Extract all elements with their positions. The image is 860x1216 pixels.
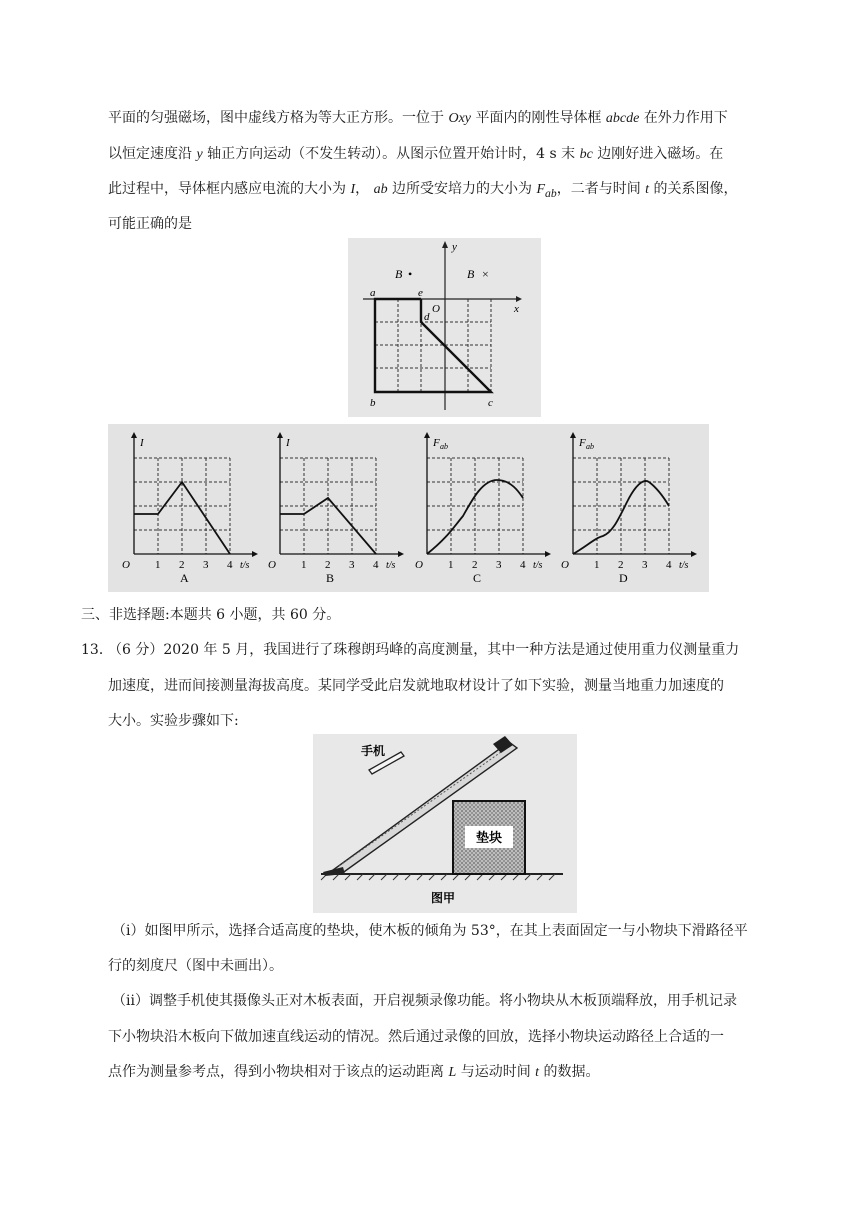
field-in-cross-icon: × bbox=[482, 267, 489, 281]
text-run: 以恒定速度沿 bbox=[108, 146, 197, 162]
tick-label: 2 bbox=[325, 559, 331, 571]
text-run: 边刚好进入磁场。在 bbox=[592, 146, 724, 162]
text-run-italic: y bbox=[196, 147, 203, 162]
origin-label: O bbox=[561, 559, 569, 571]
text-run-italic: I bbox=[350, 182, 356, 197]
block-label: 垫块 bbox=[475, 830, 503, 845]
option-letter: C bbox=[473, 571, 482, 585]
label-b-left: B bbox=[395, 267, 403, 281]
q13-step1-line-2: 行的刻度尺（图中未画出）。 bbox=[108, 958, 283, 974]
label-e: e bbox=[418, 287, 423, 299]
graph-curve bbox=[427, 480, 523, 554]
label-a: a bbox=[370, 287, 376, 299]
q13-step2-line-3 bbox=[108, 1062, 600, 1083]
axis-arrow-icon bbox=[545, 551, 551, 557]
text-run-italic: ab bbox=[373, 182, 388, 197]
q13-step2-line-2: 下小物块沿木板向下做加速直线运动的情况。然后通过录像的回放，选择小物块运动路径上合适的一 bbox=[108, 1029, 724, 1045]
x-axis-label: t/s bbox=[240, 560, 250, 571]
option-graphs-strip bbox=[108, 424, 709, 592]
tick-label: 3 bbox=[496, 559, 502, 571]
text-run: 的数据。 bbox=[539, 1064, 600, 1080]
incline-experiment-figure bbox=[313, 734, 577, 913]
x-axis-label: t/s bbox=[386, 560, 396, 571]
axis-arrow-icon bbox=[570, 432, 576, 438]
tick-label: 1 bbox=[448, 559, 454, 571]
q13-line-2: 加速度，进而间接测量海拔高度。某同学受此启发就地取材设计了如下实验，测量当地重力加速度的 bbox=[108, 678, 724, 694]
q12-line-1 bbox=[108, 108, 728, 129]
label-c: c bbox=[488, 397, 493, 409]
tick-label: 3 bbox=[642, 559, 648, 571]
text-run-italic: F bbox=[536, 182, 546, 197]
tick-label: 1 bbox=[155, 559, 161, 571]
text-run-italic: t bbox=[645, 182, 650, 197]
q13-line-1: （6 分）2020 年 5 月，我国进行了珠穆朗玛峰的高度测量，其中一种方法是通过使用重力仪测量重力 bbox=[108, 642, 740, 658]
text-run-italic: t bbox=[535, 1065, 540, 1080]
tick-label: 4 bbox=[373, 559, 379, 571]
text-run: ， bbox=[355, 181, 374, 197]
q12-line-4: 可能正确的是 bbox=[108, 216, 192, 232]
tick-label: 4 bbox=[666, 559, 672, 571]
field-figure-svg bbox=[348, 238, 541, 417]
option-letter: D bbox=[619, 571, 628, 585]
text-run-italic: bc bbox=[579, 147, 593, 162]
origin-label: O bbox=[268, 559, 276, 571]
x-axis-label: t/s bbox=[533, 560, 543, 571]
label-origin: O bbox=[432, 303, 440, 315]
origin-label: O bbox=[122, 559, 130, 571]
label-b: b bbox=[370, 397, 376, 409]
tick-label: 2 bbox=[618, 559, 624, 571]
axis-arrow-icon bbox=[424, 432, 430, 438]
y-axis-label: F bbox=[579, 437, 586, 449]
y-axis-label: I bbox=[140, 437, 144, 449]
field-out-dot-icon: • bbox=[408, 267, 413, 281]
text-run: 轴正方向运动（不发生转动）。从图示位置开始计时，4 s 末 bbox=[202, 146, 580, 162]
tick-label: 1 bbox=[301, 559, 307, 571]
subscript: ab bbox=[545, 186, 557, 200]
tick-label: 3 bbox=[349, 559, 355, 571]
axis-arrow-icon bbox=[398, 551, 404, 557]
tick-label: 4 bbox=[520, 559, 526, 571]
origin-label: O bbox=[415, 559, 423, 571]
text-run: 边所受安培力的大小为 bbox=[387, 181, 537, 197]
axis-arrow-icon bbox=[691, 551, 697, 557]
phone-label: 手机 bbox=[361, 744, 386, 758]
axis-arrow-icon bbox=[277, 432, 283, 438]
q13-step2-line-1: （ii）调整手机使其摄像头正对木板表面，开启视频录像功能。将小物块从木板顶端释放，用手机记录 bbox=[112, 993, 737, 1009]
q12-line-2 bbox=[108, 144, 723, 165]
text-run: ，二者与时间 bbox=[556, 181, 646, 197]
axis-arrow-icon bbox=[252, 551, 258, 557]
option-letter: A bbox=[180, 571, 189, 585]
text-run: 的关系图像， bbox=[649, 181, 738, 197]
tick-label: 2 bbox=[472, 559, 478, 571]
text-run-italic: L bbox=[448, 1065, 457, 1080]
q13-line-3: 大小。实验步骤如下: bbox=[108, 713, 239, 729]
label-y: y bbox=[452, 241, 457, 253]
text-run-italic: Oxy bbox=[448, 111, 471, 126]
tick-label: 4 bbox=[227, 559, 233, 571]
y-axis-label: F bbox=[433, 437, 440, 449]
text-run: 点作为测量参考点，得到小物块相对于该点的运动距离 bbox=[108, 1064, 449, 1080]
text-run: 此过程中，导体框内感应电流的大小为 bbox=[108, 181, 351, 197]
label-b-right: B bbox=[467, 267, 475, 281]
section-3-heading: 三、非选择题:本题共 6 小题，共 60 分。 bbox=[81, 607, 341, 623]
text-run: 在外力作用下 bbox=[639, 110, 728, 126]
y-axis-label-subscript: ab bbox=[586, 442, 594, 451]
y-axis-label: I bbox=[286, 437, 290, 449]
tick-label: 3 bbox=[203, 559, 209, 571]
magnetic-field-figure bbox=[348, 238, 541, 417]
text-run: 与运动时间 bbox=[456, 1064, 536, 1080]
x-axis-label: t/s bbox=[679, 560, 689, 571]
incline-figure-svg bbox=[313, 734, 577, 913]
text-run: 平面的匀强磁场，图中虚线方格为等大正方形。一位于 bbox=[108, 110, 449, 126]
option-letter: B bbox=[326, 571, 335, 585]
text-run-italic: abcde bbox=[605, 111, 640, 126]
x-arrow-icon bbox=[516, 296, 522, 302]
axis-arrow-icon bbox=[131, 432, 137, 438]
option-graphs-svg bbox=[108, 424, 709, 592]
figure-caption: 图甲 bbox=[431, 891, 456, 905]
y-arrow-icon bbox=[442, 241, 448, 248]
tick-label: 2 bbox=[179, 559, 185, 571]
text-run: 平面内的刚性导体框 bbox=[471, 110, 606, 126]
y-axis-label-subscript: ab bbox=[440, 442, 448, 451]
q13-step1-line-1: （i）如图甲所示，选择合适高度的垫块，使木板的倾角为 53°，在其上表面固定一与小物块下滑路径平 bbox=[112, 923, 748, 939]
tick-label: 1 bbox=[594, 559, 600, 571]
q12-line-3 bbox=[108, 179, 738, 204]
q13-number: 13． bbox=[81, 642, 113, 658]
label-x: x bbox=[514, 303, 519, 315]
label-d: d bbox=[424, 311, 430, 323]
